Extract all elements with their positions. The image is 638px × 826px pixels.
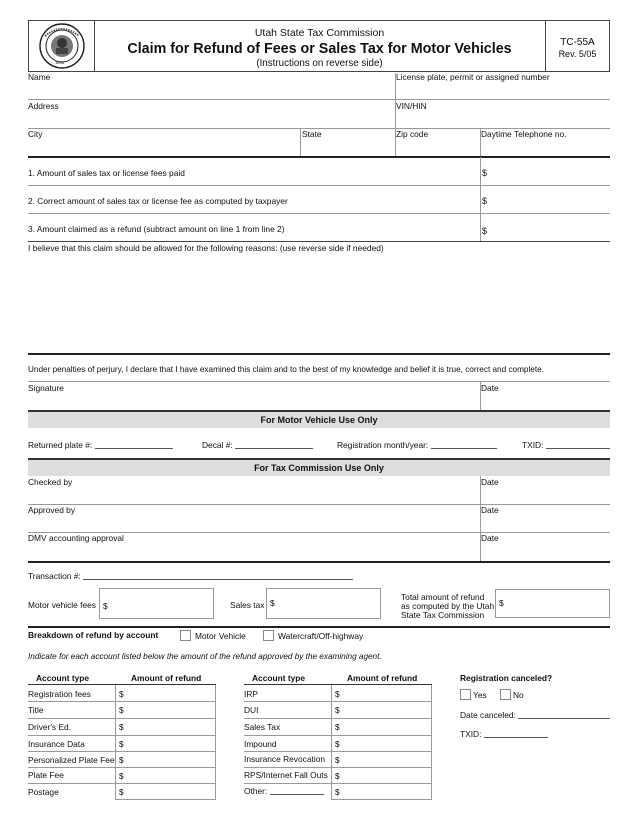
tax-commission-band: For Tax Commission Use Only bbox=[28, 458, 610, 476]
sales-tax-dollar: $ bbox=[270, 598, 275, 608]
line-2-dollar: $ bbox=[482, 196, 488, 206]
account-postage: Postage bbox=[28, 787, 59, 797]
address-label: Address bbox=[28, 101, 59, 111]
amount-input[interactable]: $ bbox=[119, 722, 124, 732]
phone-field[interactable] bbox=[481, 129, 610, 156]
decal-label: Decal #: bbox=[202, 440, 233, 450]
reasons-label: I believe that this claim should be allowed for the following reasons: (use reverse side if needed) bbox=[28, 243, 384, 253]
state-field[interactable] bbox=[301, 129, 395, 156]
account-sales-tax: Sales Tax bbox=[244, 722, 281, 732]
form-number: TC-55A bbox=[560, 37, 595, 48]
sales-tax-label: Sales tax bbox=[230, 600, 265, 610]
amount-input[interactable]: $ bbox=[119, 787, 124, 797]
dmv-date-field[interactable] bbox=[481, 533, 610, 561]
total-refund-dollar: $ bbox=[499, 598, 504, 608]
reg-canceled-no-label: No bbox=[513, 690, 524, 700]
line-2-amount-field[interactable] bbox=[481, 186, 610, 213]
indicate-instruction: Indicate for each account listed below the amount of the refund approved by the examining agent. bbox=[28, 652, 382, 661]
phone-label: Daytime Telephone no. bbox=[481, 129, 567, 139]
address-field[interactable] bbox=[28, 100, 395, 128]
approved-date-field[interactable] bbox=[481, 505, 610, 532]
reg-txid-field[interactable] bbox=[460, 730, 548, 738]
mv-fees-label: Motor vehicle fees bbox=[28, 600, 96, 610]
amount-input[interactable]: $ bbox=[335, 771, 340, 781]
signature-date-label: Date bbox=[481, 383, 499, 393]
account-other[interactable]: Other: bbox=[244, 787, 324, 795]
right-account-header: Account type bbox=[252, 673, 306, 683]
seal-year: 1896 bbox=[55, 60, 64, 65]
signature-label: Signature bbox=[28, 383, 64, 393]
amount-input[interactable]: $ bbox=[335, 739, 340, 749]
date-canceled-field[interactable] bbox=[460, 711, 610, 719]
approved-by-field[interactable] bbox=[28, 505, 479, 532]
state-label: State bbox=[302, 129, 322, 139]
account-personalized-plate: Personalized Plate Fee bbox=[28, 755, 115, 765]
page-title: Claim for Refund of Fees or Sales Tax for Motor Vehicles bbox=[127, 41, 512, 57]
amount-input[interactable]: $ bbox=[119, 755, 124, 765]
amount-input[interactable]: $ bbox=[335, 722, 340, 732]
account-insurance-revocation: Insurance Revocation bbox=[244, 754, 326, 764]
amount-input[interactable]: $ bbox=[335, 705, 340, 715]
line-1-amount-field[interactable] bbox=[481, 158, 610, 185]
dmv-approval-label: DMV accounting approval bbox=[28, 533, 124, 543]
transaction-label: Transaction #: bbox=[28, 571, 81, 581]
amount-input[interactable]: $ bbox=[335, 689, 340, 699]
line-3-dollar: $ bbox=[482, 226, 488, 236]
amount-input[interactable]: $ bbox=[335, 755, 340, 765]
mv-fees-dollar: $ bbox=[103, 601, 108, 611]
amount-input[interactable]: $ bbox=[119, 689, 124, 699]
amount-input[interactable]: $ bbox=[335, 787, 340, 797]
plate-label: License plate, permit or assigned number bbox=[396, 72, 550, 82]
date-canceled-label: Date canceled: bbox=[460, 710, 516, 720]
line-1-label: 1. Amount of sales tax or license fees paid bbox=[28, 168, 185, 178]
amount-input[interactable]: $ bbox=[119, 739, 124, 749]
plate-field[interactable] bbox=[396, 73, 610, 99]
left-account-header: Account type bbox=[36, 673, 90, 683]
decal-field[interactable] bbox=[202, 441, 313, 449]
account-registration-fees: Registration fees bbox=[28, 689, 91, 699]
checked-date-label: Date bbox=[481, 477, 499, 487]
dmv-date-label: Date bbox=[481, 533, 499, 543]
checked-by-label: Checked by bbox=[28, 477, 73, 487]
returned-plate-field[interactable] bbox=[28, 441, 173, 449]
zip-field[interactable] bbox=[396, 129, 480, 156]
city-label: City bbox=[28, 129, 43, 139]
amount-input[interactable]: $ bbox=[119, 771, 124, 781]
total-refund-label: Total amount of refund as computed by the Utah State Tax Commission bbox=[401, 592, 495, 620]
revision-date: Rev. 5/05 bbox=[558, 49, 597, 59]
account-plate-fee: Plate Fee bbox=[28, 770, 64, 780]
right-amount-header: Amount of refund bbox=[347, 673, 418, 683]
account-insurance-data: Insurance Data bbox=[28, 739, 85, 749]
mv-fees-input[interactable] bbox=[99, 588, 214, 619]
motor-vehicle-band: For Motor Vehicle Use Only bbox=[28, 410, 610, 428]
breakdown-label: Breakdown of refund by account bbox=[28, 630, 159, 640]
account-title: Title bbox=[28, 705, 44, 715]
vin-label: VIN/HIN bbox=[396, 101, 427, 111]
checked-date-field[interactable] bbox=[481, 477, 610, 504]
line-2-label: 2. Correct amount of sales tax or license fee as computed by taxpayer bbox=[28, 196, 288, 206]
page-subtitle: (Instructions on reverse side) bbox=[256, 58, 383, 69]
approved-date-label: Date bbox=[481, 505, 499, 515]
amount-input[interactable]: $ bbox=[119, 705, 124, 715]
signature-field[interactable] bbox=[28, 382, 479, 410]
perjury-statement: Under penalties of perjury, I declare that I have examined this claim and to the best of my knowledge and belief it is true, correct and complete. bbox=[28, 365, 544, 374]
account-rps-internet: RPS/Internet Fall Outs bbox=[244, 770, 328, 780]
account-dui: DUI bbox=[244, 705, 259, 715]
reg-canceled-yes-checkbox[interactable] bbox=[460, 689, 471, 700]
city-field[interactable] bbox=[28, 129, 300, 156]
line-3-label: 3. Amount claimed as a refund (subtract amount on line 1 from line 2) bbox=[28, 224, 285, 234]
dmv-approval-field[interactable] bbox=[28, 533, 479, 561]
registration-month-field[interactable] bbox=[337, 441, 497, 449]
checked-by-field[interactable] bbox=[28, 477, 479, 504]
vin-field[interactable] bbox=[396, 100, 610, 128]
motor-vehicle-option: Motor Vehicle bbox=[195, 631, 246, 641]
account-drivers-ed: Driver's Ed. bbox=[28, 722, 72, 732]
reg-canceled-no-checkbox[interactable] bbox=[500, 689, 511, 700]
sales-tax-input[interactable] bbox=[266, 588, 381, 619]
transaction-field[interactable] bbox=[28, 572, 353, 580]
left-amount-header: Amount of refund bbox=[131, 673, 202, 683]
reasons-textarea[interactable] bbox=[28, 254, 610, 352]
account-irp: IRP bbox=[244, 689, 258, 699]
total-refund-input[interactable] bbox=[495, 589, 610, 618]
mv-txid-field[interactable] bbox=[522, 441, 610, 449]
watercraft-option: Watercraft/Off-highway bbox=[278, 631, 364, 641]
motor-vehicle-checkbox[interactable] bbox=[180, 630, 191, 641]
line-3-amount-field[interactable] bbox=[481, 214, 610, 242]
returned-plate-label: Returned plate #: bbox=[28, 440, 93, 450]
registration-month-label: Registration month/year: bbox=[337, 440, 429, 450]
agency-name: Utah State Tax Commission bbox=[254, 27, 385, 39]
account-impound: Impound bbox=[244, 739, 277, 749]
reg-txid-label: TXID: bbox=[460, 729, 482, 739]
registration-canceled-header: Registration canceled? bbox=[460, 673, 553, 683]
approved-by-label: Approved by bbox=[28, 505, 76, 515]
zip-label: Zip code bbox=[396, 129, 429, 139]
watercraft-checkbox[interactable] bbox=[263, 630, 274, 641]
name-field[interactable] bbox=[28, 73, 395, 99]
line-1-dollar: $ bbox=[482, 168, 488, 178]
mv-txid-label: TXID: bbox=[522, 440, 544, 450]
name-label: Name bbox=[28, 72, 51, 82]
signature-date-field[interactable] bbox=[481, 382, 610, 410]
reg-canceled-yes-label: Yes bbox=[473, 690, 487, 700]
